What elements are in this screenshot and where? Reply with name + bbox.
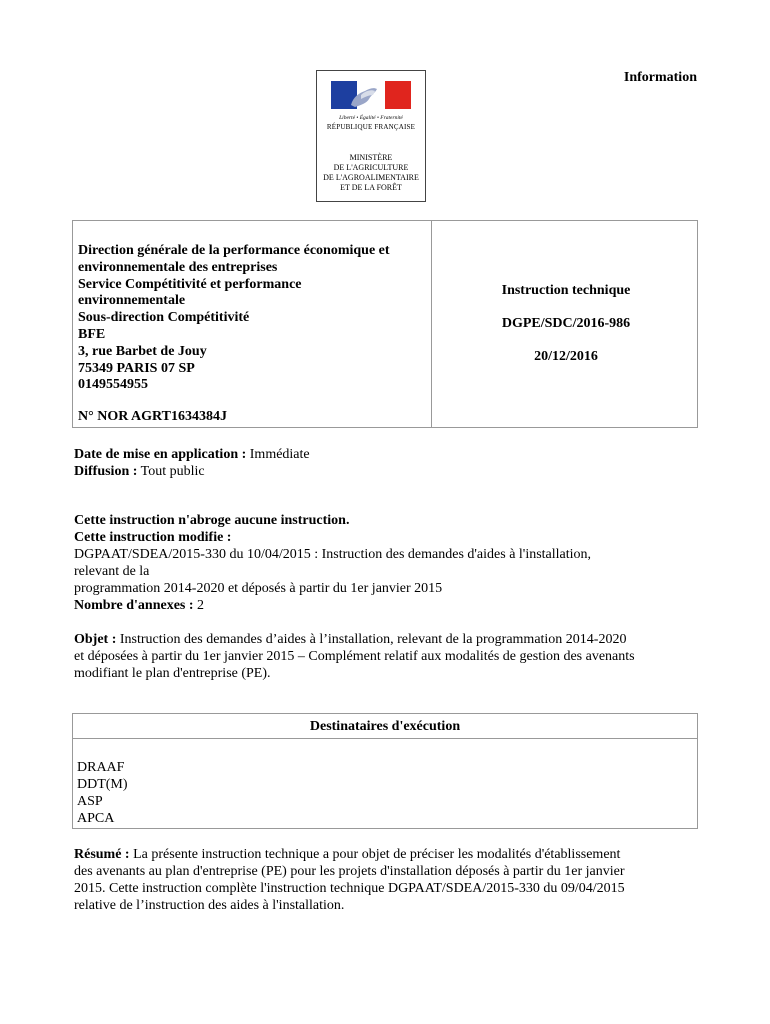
modifie-label: Cette instruction modifie : — [74, 530, 232, 545]
instruction-info — [433, 283, 699, 382]
destinataires-table — [72, 713, 698, 829]
ministere-line: DE L'AGRICULTURE — [333, 163, 409, 172]
ministere-line: ET DE LA FORÊT — [340, 183, 402, 192]
sender-line: 75349 PARIS 07 SP — [78, 360, 195, 376]
modifie-line: programmation 2014-2020 et déposés à partir du 1er janvier 2015 — [74, 581, 443, 596]
republique-francaise: RÉPUBLIQUE FRANÇAISE — [326, 123, 416, 131]
header-table — [72, 220, 698, 428]
annexes-value: 2 — [193, 598, 205, 613]
application-date-value: Immédiate — [246, 447, 310, 462]
abroge-text: Cette instruction n'abroge aucune instruction. — [74, 513, 350, 528]
annexes — [74, 597, 700, 614]
annexes-label: Nombre d'annexes : — [74, 598, 194, 613]
destinataire-item: DDT(M) — [77, 777, 128, 792]
sender-line: Service Compétitivité et performance — [78, 276, 302, 292]
resume-line: relative de l’instruction des aides à l'installation. — [74, 898, 345, 913]
sender-address — [78, 243, 428, 394]
ministere-line: DE L'AGROALIMENTAIRE — [323, 173, 419, 182]
ministere-name — [317, 153, 425, 193]
resume-text: La présente instruction technique a pour objet de préciser les modalités d'établissement — [129, 847, 621, 862]
resume-line: 2015. Cette instruction complète l'instruction technique DGPAAT/SDEA/2015-330 du 09/04/2015 — [74, 881, 625, 896]
application-date-label: Date de mise en application : — [74, 447, 247, 462]
modifications-section — [74, 512, 700, 614]
objet-text: Instruction des demandes d’aides à l’installation, relevant de la programmation 2014-2020 — [116, 632, 627, 647]
marianne-flag-icon — [331, 81, 411, 113]
sender-line: 0149554955 — [78, 377, 148, 393]
resume-line — [74, 846, 700, 863]
application-section — [74, 446, 700, 480]
modifie-line: relevant de la — [74, 564, 150, 579]
instruction-date: 20/12/2016 — [534, 349, 598, 364]
sender-line: BFE — [78, 326, 106, 342]
sender-line: Direction générale de la performance économique et — [78, 243, 390, 258]
instruction-type: Instruction technique — [501, 283, 631, 298]
sender-line: 3, rue Barbet de Jouy — [78, 343, 207, 359]
application-date — [74, 446, 700, 463]
sender-line: environnementale — [78, 293, 186, 309]
instruction-reference: DGPE/SDC/2016-986 — [501, 316, 631, 331]
objet-section — [74, 631, 700, 682]
ministry-logo — [316, 70, 426, 202]
nor-number: N° NOR AGRT1634384J — [78, 409, 228, 424]
modifie-line: DGPAAT/SDEA/2015-330 du 10/04/2015 : Instruction des demandes d'aides à l'installation, — [74, 547, 592, 562]
resume-line: des avenants au plan d'entreprise (PE) pour les projets d'installation déposés à partir du 1er janvier — [74, 864, 625, 879]
document-type-label: Information — [623, 70, 697, 85]
diffusion-value: Tout public — [137, 464, 205, 479]
objet-line: et déposées à partir du 1er janvier 2015 – Complément relatif aux modalités de gestion des avenants — [74, 649, 635, 664]
resume-section — [74, 846, 700, 914]
objet-line: modifiant le plan d'entreprise (PE). — [74, 666, 271, 681]
destinataire-item: APCA — [77, 811, 115, 826]
table-divider — [431, 221, 432, 427]
sender-line: environnementale des entreprises — [78, 259, 278, 275]
motto: Liberté • Égalité • Fraternité — [339, 115, 403, 121]
destinataire-item: DRAAF — [77, 760, 125, 775]
objet-line — [74, 631, 700, 648]
resume-label: Résumé : — [74, 847, 130, 862]
sender-line: Sous-direction Compétitivité — [78, 310, 250, 326]
destinataires-title: Destinataires d'exécution — [73, 714, 697, 739]
objet-label: Objet : — [74, 632, 117, 647]
diffusion — [74, 463, 700, 480]
destinataires-list — [77, 759, 128, 827]
diffusion-label: Diffusion : — [74, 464, 138, 479]
ministere-line: MINISTÈRE — [349, 153, 393, 162]
destinataire-item: ASP — [77, 794, 103, 809]
